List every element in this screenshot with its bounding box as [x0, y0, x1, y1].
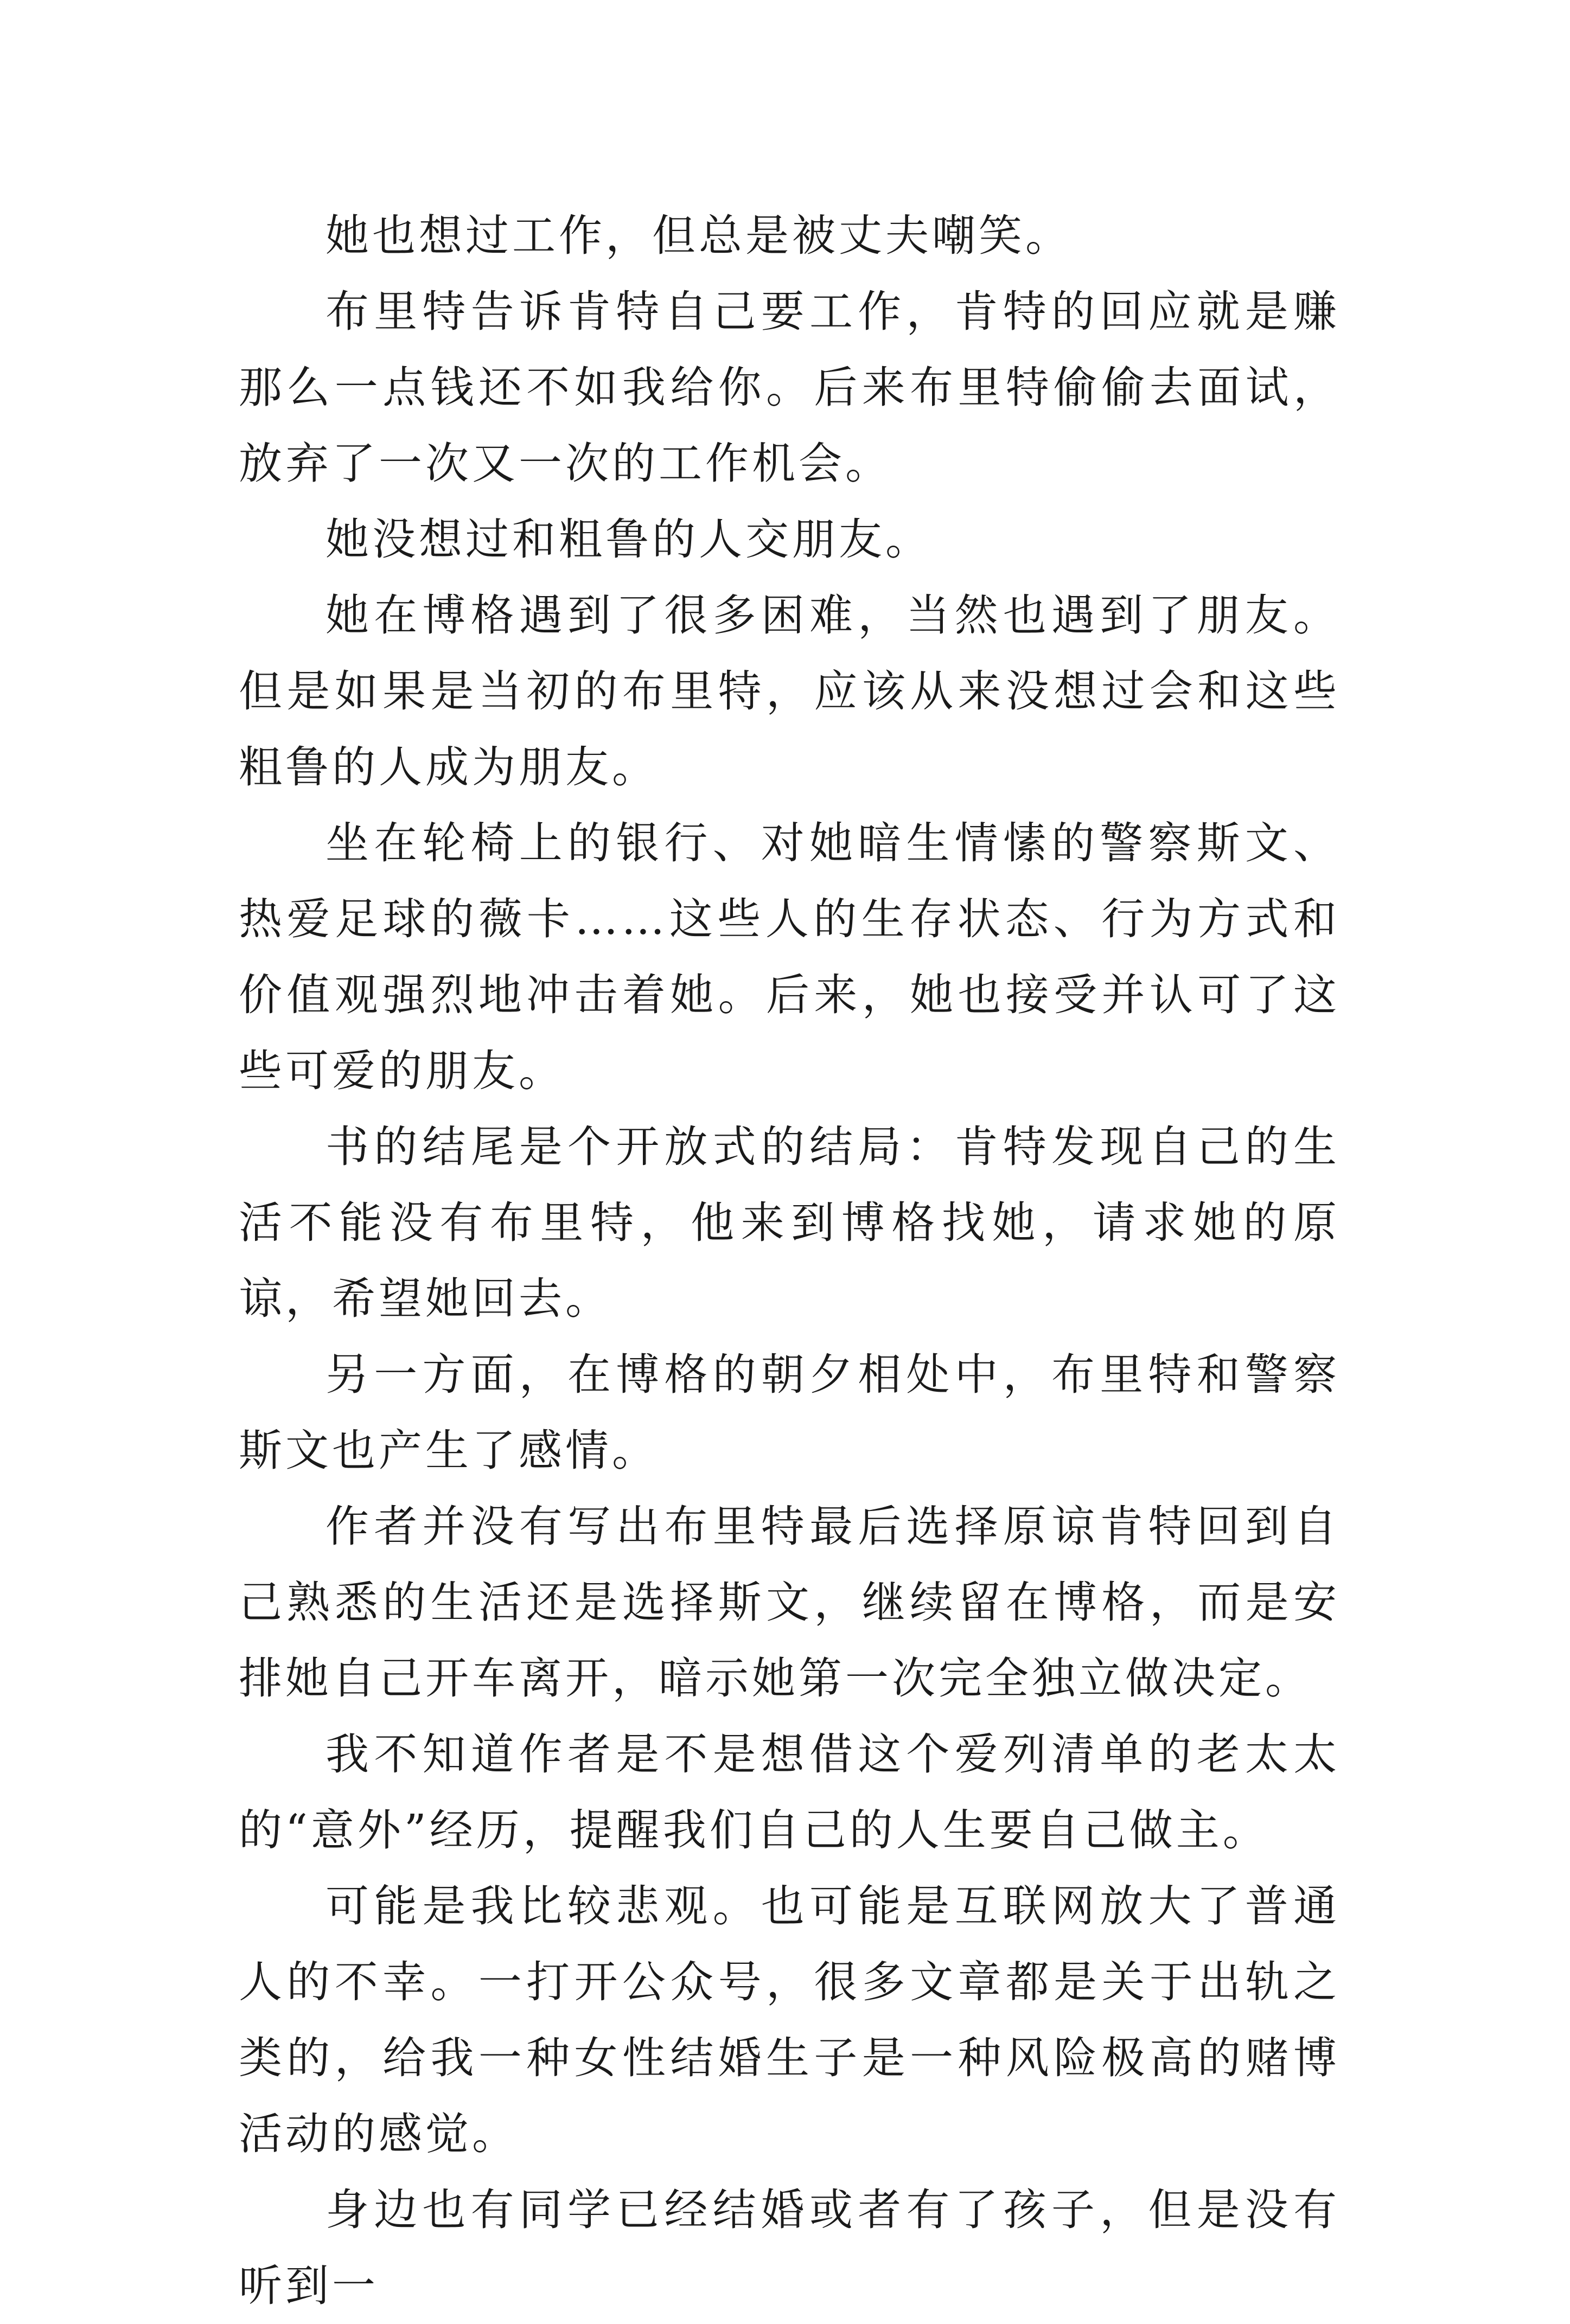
paragraph: 身边也有同学已经结婚或者有了孩子，但是没有听到一	[239, 2185, 1340, 2311]
paragraph: 书的结尾是个开放式的结局：肯特发现自己的生活不能没有布里特，他来到博格找她，请求她的原谅，希望她回去。	[239, 1122, 1340, 1324]
paragraph: 布里特告诉肯特自己要工作，肯特的回应就是赚那么一点钱还不如我给你。后来布里特偷偷去面试，放弃了一次又一次的工作机会。	[239, 286, 1340, 489]
paragraph: 作者并没有写出布里特最后选择原谅肯特回到自己熟悉的生活还是选择斯文，继续留在博格，而是安排她自己开车离开，暗示她第一次完全独立做决定。	[239, 1501, 1340, 1704]
body-text	[239, 198, 1340, 2324]
paragraph: 我不知道作者是不是想借这个爱列清单的老太太的“意外”经历，提醒我们自己的人生要自己做主。	[239, 1729, 1340, 1855]
paragraph: 她也想过工作，但总是被丈夫嘲笑。	[326, 210, 1072, 261]
paragraph: 坐在轮椅上的银行、对她暗生情愫的警察斯文、热爱足球的薇卡……这些人的生存状态、行为方式和价值观强烈地冲击着她。后来，她也接受并认可了这些可爱的朋友。	[239, 818, 1340, 1096]
paragraph: 另一方面，在博格的朝夕相处中，布里特和警察斯文也产生了感情。	[239, 1349, 1340, 1476]
paragraph: 可能是我比较悲观。也可能是互联网放大了普通人的不幸。一打开公众号，很多文章都是关于出轨之类的，给我一种女性结婚生子是一种风险极高的赌博活动的感觉。	[239, 1881, 1340, 2159]
paragraph: 她没想过和粗鲁的人交朋友。	[326, 514, 932, 565]
paragraph: 她在博格遇到了很多困难，当然也遇到了朋友。但是如果是当初的布里特，应该从来没想过会和这些粗鲁的人成为朋友。	[239, 590, 1340, 792]
